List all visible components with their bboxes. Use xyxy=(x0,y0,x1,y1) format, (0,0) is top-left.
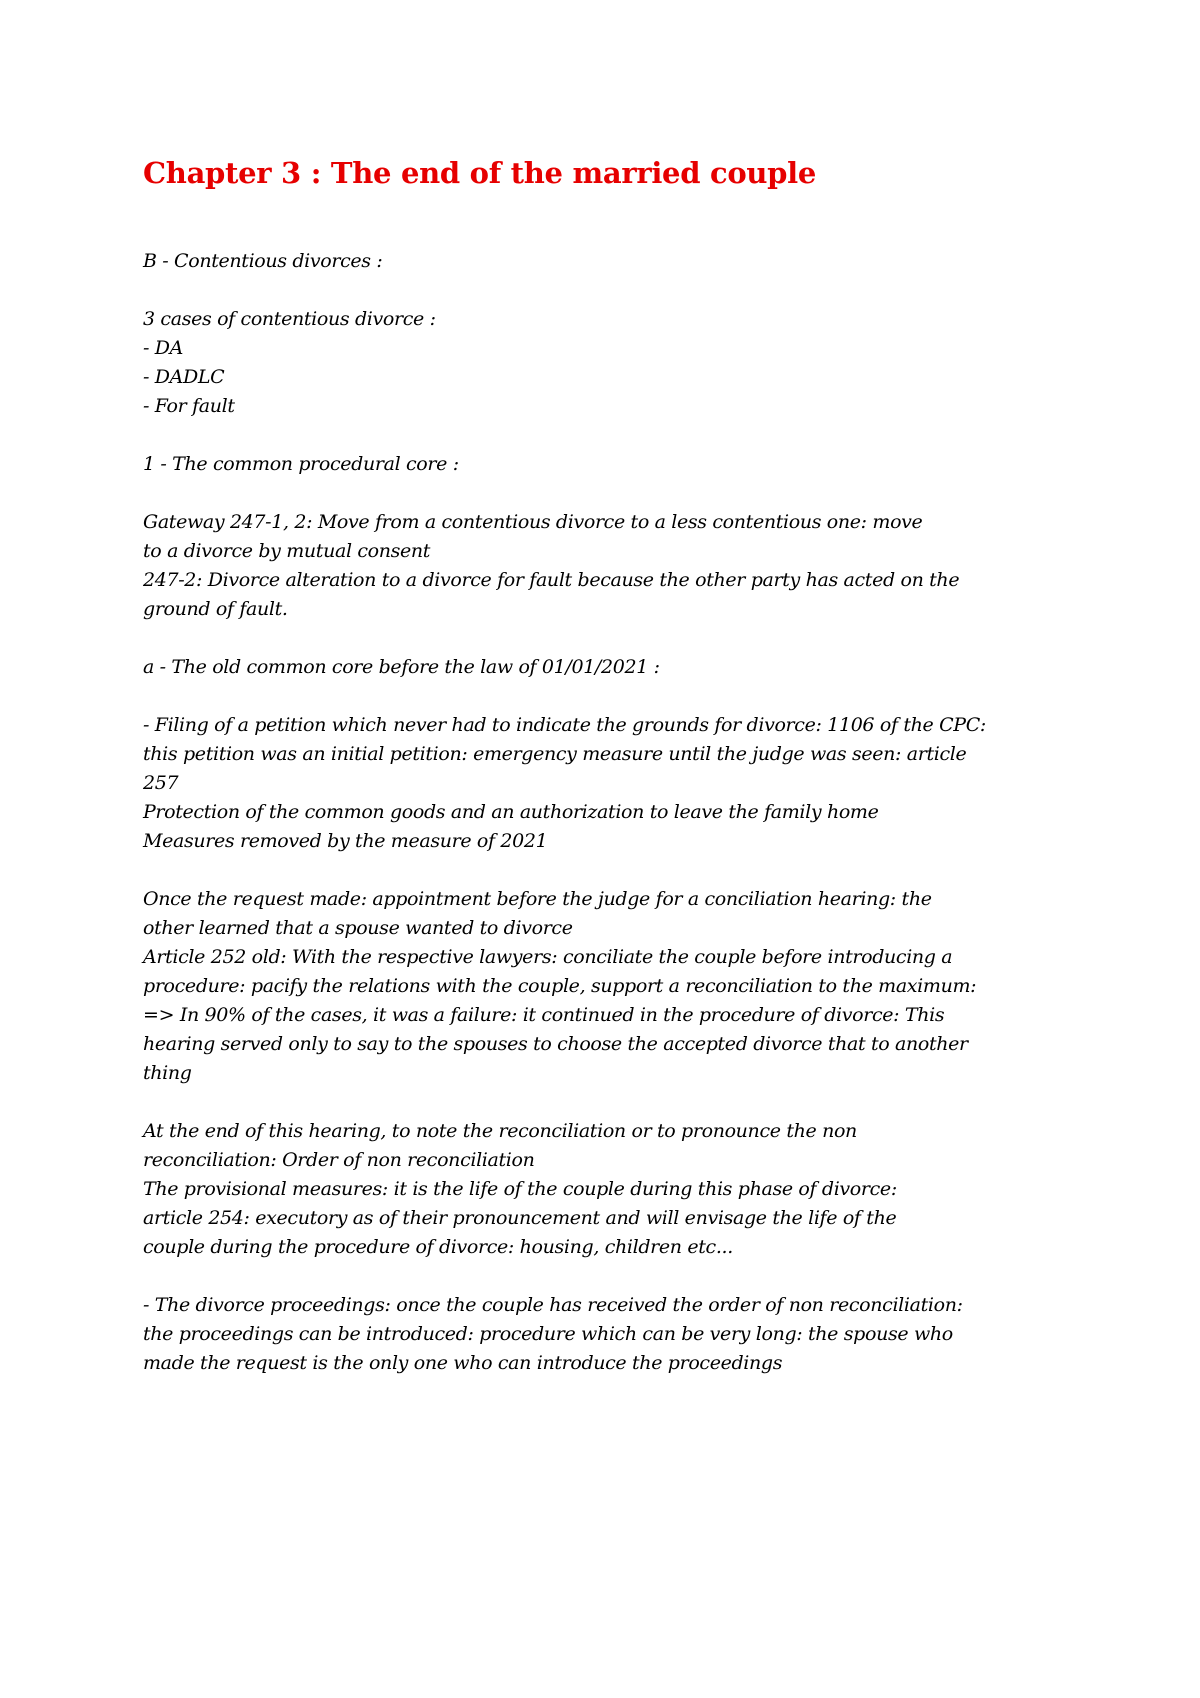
chapter-title: Chapter 3 : The end of the married couple xyxy=(143,156,816,190)
paragraph-line: 257 xyxy=(143,772,179,794)
paragraph-line: => In 90% of the cases, it was a failure: it continued in the procedure of divorce: This xyxy=(143,1004,945,1026)
paragraph-line: made the request is the only one who can introduce the proceedings xyxy=(143,1352,783,1374)
list-item: - DA xyxy=(143,337,184,359)
blank-line xyxy=(143,1262,1073,1291)
paragraph-line: Protection of the common goods and an authorization to leave the family home xyxy=(143,801,879,823)
section-heading-contentious-divorces: B - Contentious divorces : xyxy=(143,250,383,272)
paragraph-line: couple during the procedure of divorce: housing, children etc... xyxy=(143,1236,733,1258)
blank-line xyxy=(143,624,1073,653)
paragraph-line: thing xyxy=(143,1062,192,1084)
paragraph-line: other learned that a spouse wanted to divorce xyxy=(143,917,573,939)
paragraph-line: article 254: executory as of their pronouncement and will envisage the life of the xyxy=(143,1207,897,1229)
paragraph-line: ground of fault. xyxy=(143,598,288,620)
list-item: - DADLC xyxy=(143,366,225,388)
paragraph-line: - The divorce proceedings: once the couple has received the order of non reconciliation: xyxy=(143,1294,963,1316)
paragraph-line: Gateway 247-1, 2: Move from a contentious divorce to a less contentious one: move xyxy=(143,511,923,533)
paragraph-line: Article 252 old: With the respective lawyers: conciliate the couple before introducing a xyxy=(143,946,953,968)
paragraph-line: hearing served only to say to the spouses to choose the accepted divorce that to another xyxy=(143,1033,968,1055)
paragraph-line: Once the request made: appointment before the judge for a conciliation hearing: the xyxy=(143,888,932,910)
paragraph-line: procedure: pacify the relations with the couple, support a reconciliation to the maximum: xyxy=(143,975,977,997)
cases-intro: 3 cases of contentious divorce : xyxy=(143,308,436,330)
blank-line xyxy=(143,421,1073,450)
paragraph-line: this petition was an initial petition: emergency measure until the judge was seen: article xyxy=(143,743,967,765)
blank-line xyxy=(143,682,1073,711)
paragraph-line: 247-2: Divorce alteration to a divorce for fault because the other party has acted on the xyxy=(143,569,960,591)
document-body xyxy=(143,247,1073,1378)
blank-line xyxy=(143,1088,1073,1117)
paragraph-line: reconciliation: Order of non reconciliation xyxy=(143,1149,535,1171)
list-item: - For fault xyxy=(143,395,235,417)
paragraph-line: The provisional measures: it is the life of the couple during this phase of divorce: xyxy=(143,1178,897,1200)
subsection-heading-common-core: 1 - The common procedural core : xyxy=(143,453,459,475)
blank-line xyxy=(143,856,1073,885)
blank-line xyxy=(143,479,1073,508)
subsection-heading-old-core: a - The old common core before the law of 01/01/2021 : xyxy=(143,656,660,678)
paragraph-line: to a divorce by mutual consent xyxy=(143,540,431,562)
paragraph-line: - Filing of a petition which never had to indicate the grounds for divorce: 1106 of the CPC: xyxy=(143,714,986,736)
paragraph-line: Measures removed by the measure of 2021 xyxy=(143,830,548,852)
paragraph-line: the proceedings can be introduced: procedure which can be very long: the spouse who xyxy=(143,1323,953,1345)
blank-line xyxy=(143,276,1073,305)
paragraph-line: At the end of this hearing, to note the reconciliation or to pronounce the non xyxy=(143,1120,857,1142)
